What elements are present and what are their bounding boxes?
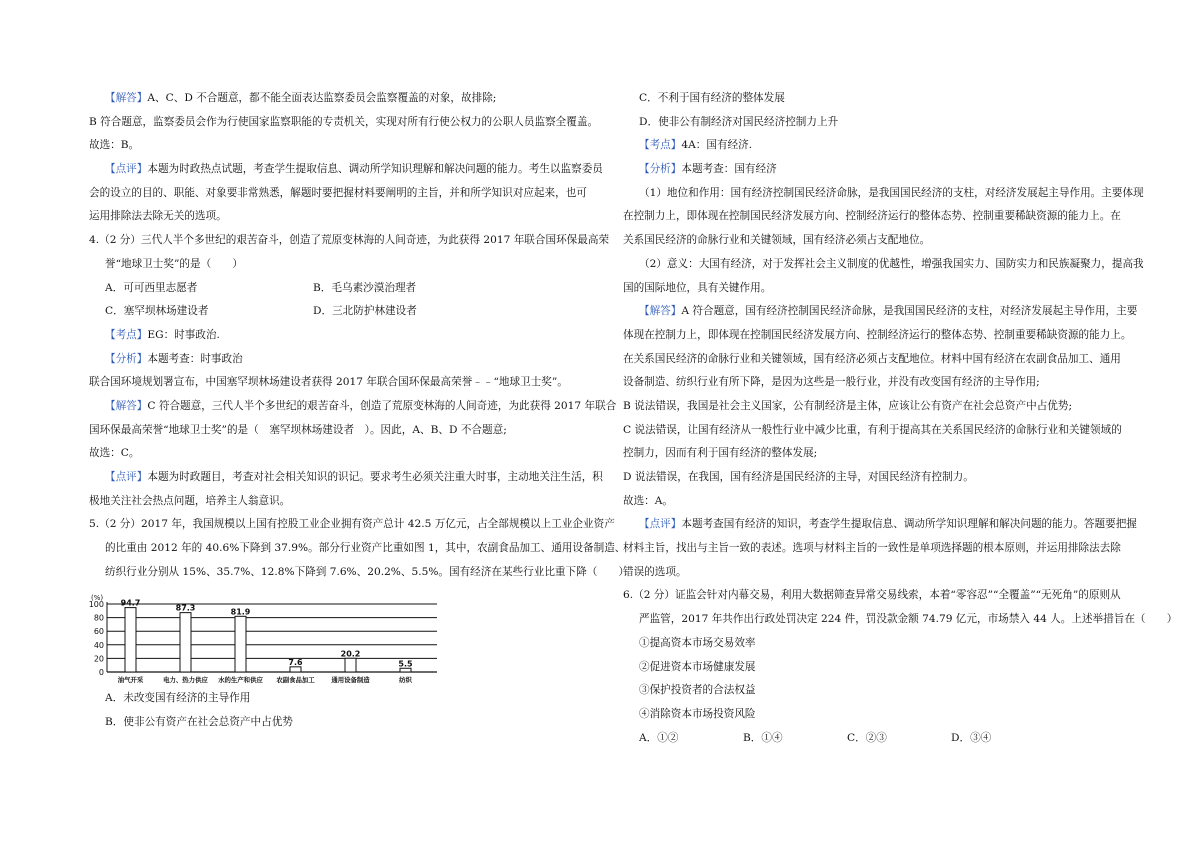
q6-option-a: A．①② xyxy=(639,731,679,744)
q5-stem-cont: 的比重由 2012 年的 40.6%下降到 37.9%。部分行业资产比重如图 1，其中，农副食品加工、通用设备制造、 xyxy=(105,542,626,555)
q5-stem: 5.（2 分）2017 年，我国规模以上国有控股工业企业拥有资产总计 42.5 万亿元，占全部规模以上工业企业资产 xyxy=(89,518,615,531)
q4-stem: 4.（2 分）三代人半个多世纪的艰苦奋斗，创造了荒原变林海的人间奇迹，为此获得 2017 年联合国环保最高荣 xyxy=(89,234,610,247)
y-tick-label: 20 xyxy=(93,654,104,664)
q6-statement-4: ④消除资本市场投资风险 xyxy=(639,707,756,720)
q4-option-b: B．毛乌素沙漠治理者 xyxy=(313,281,417,294)
q5-analysis-2: （2）意义：大国有经济，对于发挥社会主义制度的优越性，增强我国实力、国防实力和民族凝聚力，提高我 xyxy=(639,257,1144,270)
q5-comment-2: 材料主旨，找出与主旨一致的表述。选项与材料主旨的一致性是单项选择题的根本原则，并运用排除法去除 xyxy=(623,542,1121,555)
q6-stem-cont: 严监管，2017 年共作出行政处罚决定 224 件，罚没款金额 74.79 亿元，市场禁入 44 人。上述举措旨在（ ） xyxy=(639,613,1178,626)
q4-options-row1 xyxy=(89,283,587,307)
q5-answer-7: 控制力，因而有利于国有经济的整体发展; xyxy=(623,447,818,460)
bar xyxy=(180,613,191,672)
q5-analysis-1b: 在控制力上，即体现在控制国民经济发展方向、控制经济运行的整体态势、控制重要稀缺资源的能力上。在 xyxy=(623,210,1121,223)
q4-comment: 【点评】本题为时政题目，考查对社会相关知识的识记。要求考生必须关注重大时事，主动地关注生活，积 xyxy=(105,471,603,483)
q3-answer-b: B 符合题意，监察委员会作为行使国家监察职能的专责机关，实现对所有行使公权力的公职人员监察全覆盖。 xyxy=(89,115,599,128)
q6-statement-2: ②促进资本市场健康发展 xyxy=(639,660,756,673)
q4-knowledge: 【考点】EG：时事政治. xyxy=(105,328,220,341)
q5-option-c: C．不利于国有经济的整体发展 xyxy=(639,92,785,104)
q5-knowledge: 【考点】4A：国有经济. xyxy=(639,139,753,152)
q5-analysis: 【分析】本题考查：国有经济 xyxy=(639,163,777,176)
q3-comment-end: 运用排除法去除无关的选项。 xyxy=(89,210,227,223)
q4-choice: 故选：C。 xyxy=(89,447,140,460)
y-tick-label: 100 xyxy=(88,600,104,610)
q4-option-a: A．可可西里志愿者 xyxy=(105,281,198,294)
q5-answer-3: 在关系国民经济的命脉行业和关键领域，国有经济必须占支配地位。材料中国有经济在农副食品加工、通用 xyxy=(623,352,1121,365)
category-label: 通用设备制造 xyxy=(331,676,370,685)
q5-option-a: A．未改变国有经济的主导作用 xyxy=(105,692,251,705)
q4-options-row2 xyxy=(89,306,587,330)
q5-comment: 【点评】本题考查国有经济的知识，考查学生提取信息、调动所学知识理解和解决问题的能力。答题要把握 xyxy=(639,518,1137,531)
q4-analysis-body: 联合国环境规划署宣布，中国塞罕坝林场建设者获得 2017 年联合国环保最高荣誉﹣﹣“地球卫士奖”。 xyxy=(89,376,568,389)
q6-option-c: C．②③ xyxy=(847,731,887,744)
q5-comment-3: 错误的选项。 xyxy=(623,565,687,578)
q5-stem-end: 纺织行业分别从 15%、35.7%、12.8%下降到 7.6%、20.2%、5.5%。国有经济在某些行业比重下降（ ） xyxy=(105,565,630,578)
q5-answer-2: 体现在控制力上，即体现在控制国民经济发展方向、控制经济运行的整体态势、控制重要稀缺资源的能力上。 xyxy=(623,328,1132,341)
bar-chart xyxy=(89,592,587,687)
y-unit-label: (%) xyxy=(91,594,104,603)
q4-analysis: 【分析】本题考查：时事政治 xyxy=(105,352,243,365)
answer-tag: 【解答】 xyxy=(105,92,148,104)
q6-stem: 6.（2 分）证监会针对内幕交易，利用大数据筛查异常交易线索，本着“零容忍”“全覆盖”“无死角”的原则从 xyxy=(623,589,1121,602)
q3-choice: 故选：B。 xyxy=(89,139,140,152)
bar-chart-svg xyxy=(89,592,449,687)
q4-comment-cont: 极地关注社会热点问题，培养主人翁意识。 xyxy=(89,494,291,507)
bar-value-label: 5.5 xyxy=(398,659,413,669)
q4-answer: 【解答】C 符合题意，三代人半个多世纪的艰苦奋斗，创造了荒原变林海的人间奇迹，为此获得 2017 年联合 xyxy=(105,399,617,412)
q6-statement-3: ③保护投资者的合法权益 xyxy=(639,684,756,697)
q5-answer-5: B 说法错误，我国是社会主义国家，公有制经济是主体，应该让公有资产在社会总资产中占优势; xyxy=(623,399,1073,412)
q5-choice: 故选：A。 xyxy=(623,494,674,507)
q3-comment-line: 【点评】本题为时政热点试题，考查学生提取信息、调动所学知识理解和解决问题的能力。考生以监察委员 xyxy=(105,163,603,176)
category-label: 纺织 xyxy=(399,676,412,685)
q5-answer-8: D 说法错误，在我国，国有经济是国民经济的主导，对国民经济有控制力。 xyxy=(623,471,974,483)
q5-analysis-1: （1）地位和作用：国有经济控制国民经济命脉，是我国国民经济的支柱，对经济发展起主导作用。主要体现 xyxy=(639,186,1144,199)
q5-answer: 【解答】A 符合题意，国有经济控制国民经济命脉，是我国国民经济的支柱，对经济发展起主导作用，主要 xyxy=(639,305,1138,318)
bar xyxy=(125,608,136,672)
q5-analysis-1c: 关系国民经济的命脉行业和关键领域，国有经济必须占支配地位。 xyxy=(623,234,931,247)
y-tick-label: 80 xyxy=(93,614,104,624)
bar xyxy=(345,659,356,673)
bar xyxy=(290,667,301,672)
left-column xyxy=(88,92,630,741)
q4-option-c: C．塞罕坝林场建设者 xyxy=(105,305,209,318)
bar-value-label: 7.6 xyxy=(288,658,303,668)
q3-comment-cont: 会的设立的目的、职能、对象要非常熟悉，解题时要把握材料要阐明的主旨，并和所学知识对应起来，也可 xyxy=(89,186,587,199)
q3-answer-line: 【解答】A、C、D 不合题意，都不能全面表达监察委员会监察覆盖的对象，故排除; xyxy=(105,92,497,104)
q6-option-b: B．①④ xyxy=(743,731,783,744)
q6-statement-1: ①提高资本市场交易效率 xyxy=(639,636,756,649)
y-tick-label: 60 xyxy=(93,627,104,637)
q5-answer-4: 设备制造、纺织行业有所下降，是因为这些是一般行业，并没有改变国有经济的主导作用; xyxy=(623,376,1040,389)
q4-option-d: D．三北防护林建设者 xyxy=(313,305,417,318)
bar xyxy=(235,617,246,673)
q5-option-b: B．使非公有资产在社会总资产中占优势 xyxy=(105,716,293,729)
q5-analysis-2b: 国的国际地位，具有关键作用。 xyxy=(623,281,772,294)
q6-options xyxy=(623,733,1113,757)
category-label: 油气开采 xyxy=(117,676,144,685)
bar xyxy=(400,669,411,673)
comment-tag: 【点评】 xyxy=(105,163,148,176)
q4-answer-cont: 国环保最高荣誉“地球卫士奖”的是（ 塞罕坝林场建设者 ）。因此，A、B、D 不合题意; xyxy=(89,423,507,436)
bar-value-label: 81.9 xyxy=(230,607,251,617)
bar-value-label: 87.3 xyxy=(175,604,196,614)
category-label: 水的生产和供应 xyxy=(218,676,263,685)
y-tick-label: 0 xyxy=(98,668,104,678)
bar-value-label: 94.7 xyxy=(120,599,141,609)
right-column xyxy=(623,92,1178,756)
category-label: 农副食品加工 xyxy=(276,676,315,685)
q4-stem-cont: 誉“地球卫士奖”的是（ ） xyxy=(105,257,243,270)
q5-answer-6: C 说法错误，让国有经济从一般性行业中减少比重，有利于提高其在关系国民经济的命脉行业和关键领域的 xyxy=(623,423,1122,436)
q6-option-d: D．③④ xyxy=(951,731,992,744)
bar-value-label: 20.2 xyxy=(340,649,361,659)
q5-option-d: D．使非公有制经济对国民经济控制力上升 xyxy=(639,115,839,128)
y-tick-label: 40 xyxy=(93,641,104,651)
category-label: 电力、热力供应 xyxy=(163,676,208,685)
